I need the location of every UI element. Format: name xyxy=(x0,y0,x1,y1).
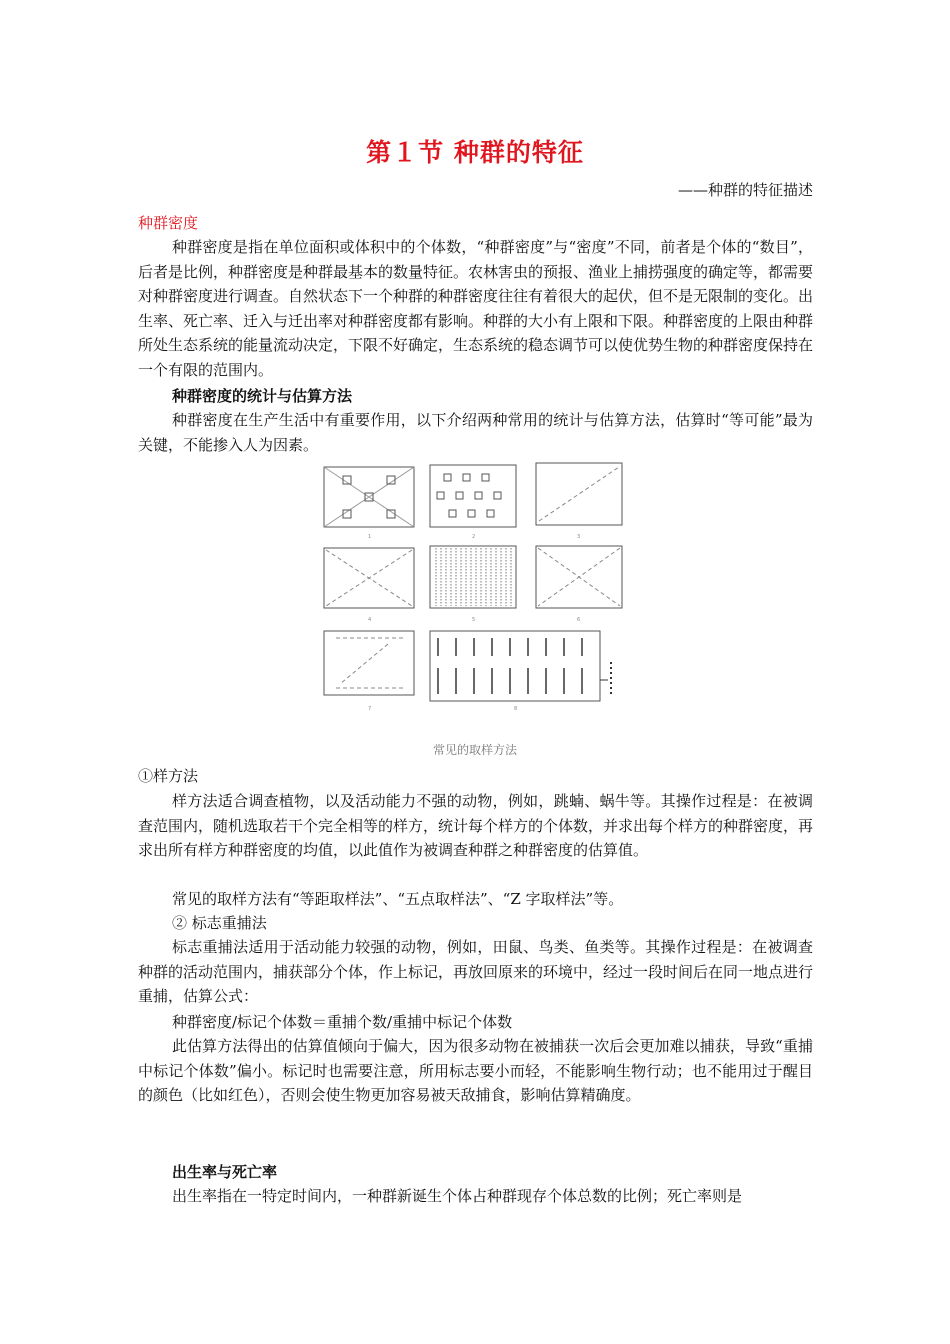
figure-caption: 常见的取样方法 xyxy=(432,743,517,757)
diagram-label-2: 2 xyxy=(472,534,476,540)
section-heading-density: 种群密度 xyxy=(138,214,199,232)
diagram-3-diagonal xyxy=(536,463,622,525)
line-sampling-methods: 常见的取样方法有“等距取样法”、“五点取样法”、“Z 字取样法”等。 xyxy=(172,890,624,908)
page-subtitle: ——种群的特征描述 xyxy=(677,181,813,199)
heading-birth-death: 出生率与死亡率 xyxy=(172,1163,278,1181)
diagram-label-6: 6 xyxy=(577,617,581,623)
item-quadrat-title: ①样方法 xyxy=(138,767,199,785)
diagram-5-stripes xyxy=(430,546,516,608)
item-recapture-title: ② 标志重捕法 xyxy=(172,914,267,932)
diagram-8-equidistant xyxy=(430,631,611,701)
diagram-label-3: 3 xyxy=(577,534,581,540)
diagram-label-5: 5 xyxy=(472,617,476,623)
diagram-label-4: 4 xyxy=(368,617,372,623)
paragraph-quadrat: 样方法适合调查植物，以及活动能力不强的动物，例如，跳蝻、蜗牛等。其操作过程是：在被调查范围内，随机选取若干个完全相等的样方，统计每个样方的个体数，并求出每个样方的种群密度，再求出所有样方种群密度的均值，以此值作为被调查种群之种群密度的估算值。 xyxy=(138,792,814,859)
paragraph-methods: 种群密度在生产生活中有重要作用，以下介绍两种常用的统计与估算方法，估算时“等可能”最为关键，不能掺入人为因素。 xyxy=(138,411,813,454)
sampling-methods-figure xyxy=(318,458,630,718)
diagram-1-five-point xyxy=(324,467,414,527)
paragraph-recapture: 标志重捕法适用于活动能力较强的动物，例如，田鼠、鸟类、鱼类等。其操作过程是：在被调查种群的活动范围内，捕获部分个体，作上标记，再放回原来的环境中，经过一段时间后在同一地点进行重捕，估算公式： xyxy=(138,938,814,1005)
paragraph-density: 种群密度是指在单位面积或体积中的个体数，“种群密度”与“密度”不同，前者是个体的“数目”，后者是比例，种群密度是种群最基本的数量特征。农林害虫的预报、渔业上捕捞强度的确定等，都需要对种群密度进行调查。自然状态下一个种群的种群密度往往有着很大的起伏，但不是无限制的变化。出生率、死亡率、迁入与迁出率对种群密度都有影响。种群的大小有上限和下限。种群密度的上限由种群所处生态系统的能量流动决定，下限不好确定，生态系统的稳态调节可以使优势生物的种群密度保持在一个有限的范围内。 xyxy=(138,238,814,379)
diagram-2-grid xyxy=(430,465,516,527)
diagram-label-7: 7 xyxy=(368,706,372,712)
line-birth-rate: 出生率指在一特定时间内，一种群新诞生个体占种群现存个体总数的比例；死亡率则是 xyxy=(172,1187,743,1205)
formula-line: 种群密度/标记个体数＝重捕个数/重捕中标记个体数 xyxy=(172,1013,513,1031)
page-title: 第１节 种群的特征 xyxy=(366,138,584,167)
diagram-7-z-shape xyxy=(324,631,414,695)
diagram-label-8: 8 xyxy=(514,706,518,712)
diagram-4-x xyxy=(324,548,414,608)
diagram-6-x xyxy=(536,546,622,608)
heading-methods: 种群密度的统计与估算方法 xyxy=(172,387,353,405)
diagram-label-1: 1 xyxy=(368,534,372,540)
paragraph-bias: 此估算方法得出的估算值倾向于偏大，因为很多动物在被捕获一次后会更加难以捕获，导致“重捕中标记个体数”偏小。标记时也需要注意，所用标志要小而轻，不能影响生物行动；也不能用过于醒目的颜色（比如红色），否则会使生物更加容易被天敌捕食，影响估算精确度。 xyxy=(138,1037,813,1104)
